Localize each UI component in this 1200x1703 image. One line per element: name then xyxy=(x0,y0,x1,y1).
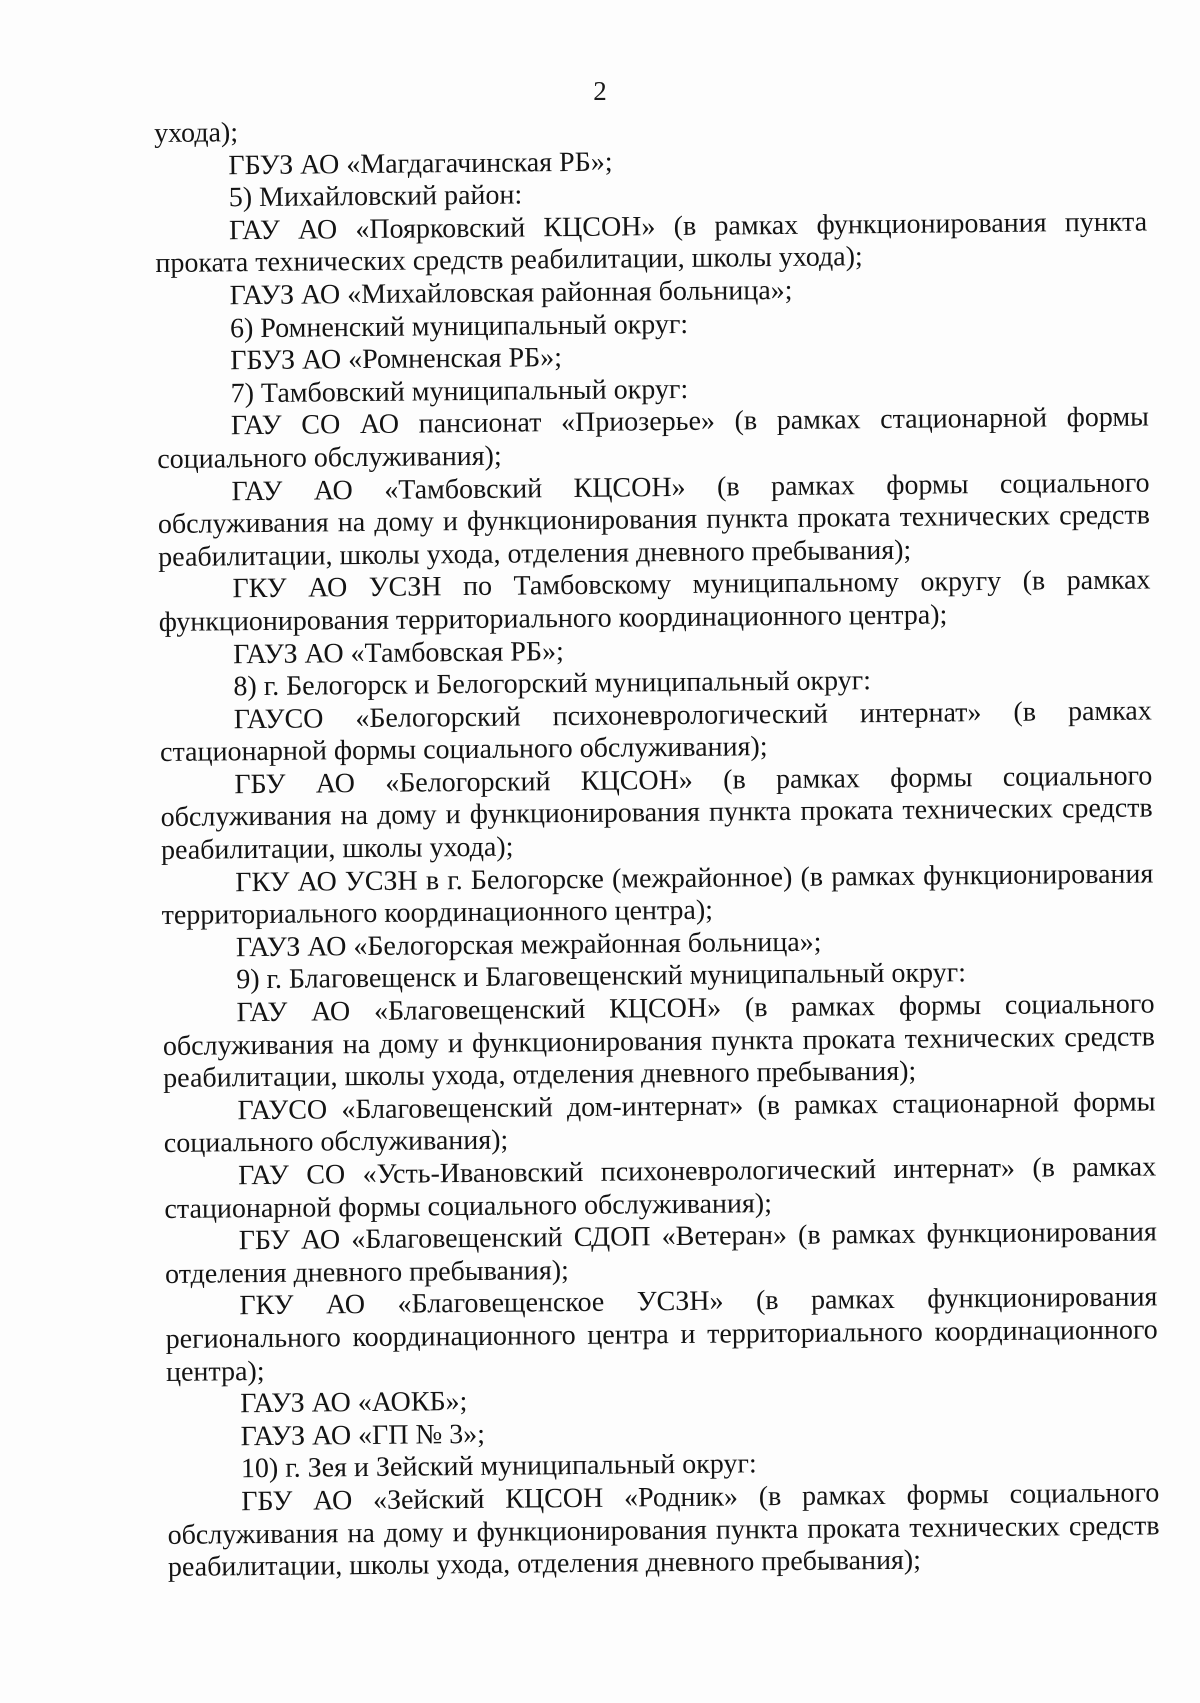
paragraph: ГАУСО «Благовещенский дом-интернат» (в рамках стационарной формы социального обслуживания); xyxy=(163,1086,1156,1160)
paragraph: ГАУ СО «Усть-Ивановский психоневрологический интернат» (в рамках стационарной формы социального обслуживания); xyxy=(164,1151,1157,1225)
paragraph: ГАУСО «Белогорский психоневрологический интернат» (в рамках стационарной формы социального обслуживания); xyxy=(159,695,1152,769)
paragraph: ГБУЗ АО «Магдагачинская РБ»; xyxy=(228,146,613,181)
paragraph: ГКУ АО УСЗН в г. Белогорске (межрайонное) (в рамках функционирования территориального координационного центра); xyxy=(161,858,1154,932)
paragraph: ГАУ АО «Благовещенский КЦСОН» (в рамках формы социального обслуживания на дому и функционирования пункта проката технических средств реабилитации, школы ухода, отделения дневного пребывания); xyxy=(162,988,1156,1095)
paragraph: ГАУЗ АО «ГП № 3»; xyxy=(240,1418,486,1452)
paragraph: ГАУ АО «Поярковский КЦСОН» (в рамках функционирования пункта проката технических средств реабилитации, школы ухода); xyxy=(155,206,1148,280)
paragraph: ГАУЗ АО «АОКБ»; xyxy=(240,1386,468,1420)
paragraph: ГКУ АО УСЗН по Тамбовскому муниципальному округу (в рамках функционирования территориального координационного центра); xyxy=(158,564,1151,638)
paragraph: ГКУ АО «Благовещенское УСЗН» (в рамках функционирования регионального координационного центра и территориального координационного центра); xyxy=(165,1281,1158,1388)
paragraph: ГБУ АО «Благовещенский СДОП «Ветеран» (в рамках функционирования отделения дневного пребывания); xyxy=(164,1216,1157,1290)
paragraph: ГБУ АО «Белогорский КЦСОН» (в рамках формы социального обслуживания на дому и функционирования пункта проката технических средств реабилитации, школы ухода); xyxy=(160,760,1153,867)
paragraph: ГАУ АО «Тамбовский КЦСОН» (в рамках формы социального обслуживания на дому и функционирования пункта проката технических средств реабилитации, школы ухода, отделения дневного пребывания); xyxy=(157,466,1151,573)
paragraph: 7) Тамбовский муниципальный округ: xyxy=(230,373,689,410)
document-body xyxy=(154,108,1160,1584)
paragraph: 8) г. Белогорск и Белогорский муниципальный округ: xyxy=(233,665,872,703)
page-number: 2 xyxy=(593,76,607,106)
paragraph: ГАУЗ АО «Михайловская районная больница»; xyxy=(229,274,793,312)
paragraph: 5) Михайловский район: xyxy=(228,179,523,214)
paragraph: ГАУ СО АО пансионат «Приозерье» (в рамках стационарной формы социального обслуживания); xyxy=(157,401,1150,475)
paragraph: ГАУЗ АО «Белогорская межрайонная больница»; xyxy=(235,926,822,964)
paragraph: 9) г. Благовещенск и Благовещенский муниципальный округ: xyxy=(236,957,967,996)
paragraph: ГАУЗ АО «Тамбовская РБ»; xyxy=(233,635,564,670)
paragraph: 6) Ромненский муниципальный округ: xyxy=(229,308,689,344)
paragraph: 10) г. Зея и Зейский муниципальный округ: xyxy=(240,1448,757,1485)
paragraph: ГБУ АО «Зейский КЦСОН «Родник» (в рамках формы социального обслуживания на дому и функционирования пункта проката технических средств реабилитации, школы ухода, отделения дневного пребывания); xyxy=(167,1477,1160,1584)
paragraph: ухода); xyxy=(154,117,239,149)
paragraph: ГБУЗ АО «Ромненская РБ»; xyxy=(230,342,563,377)
